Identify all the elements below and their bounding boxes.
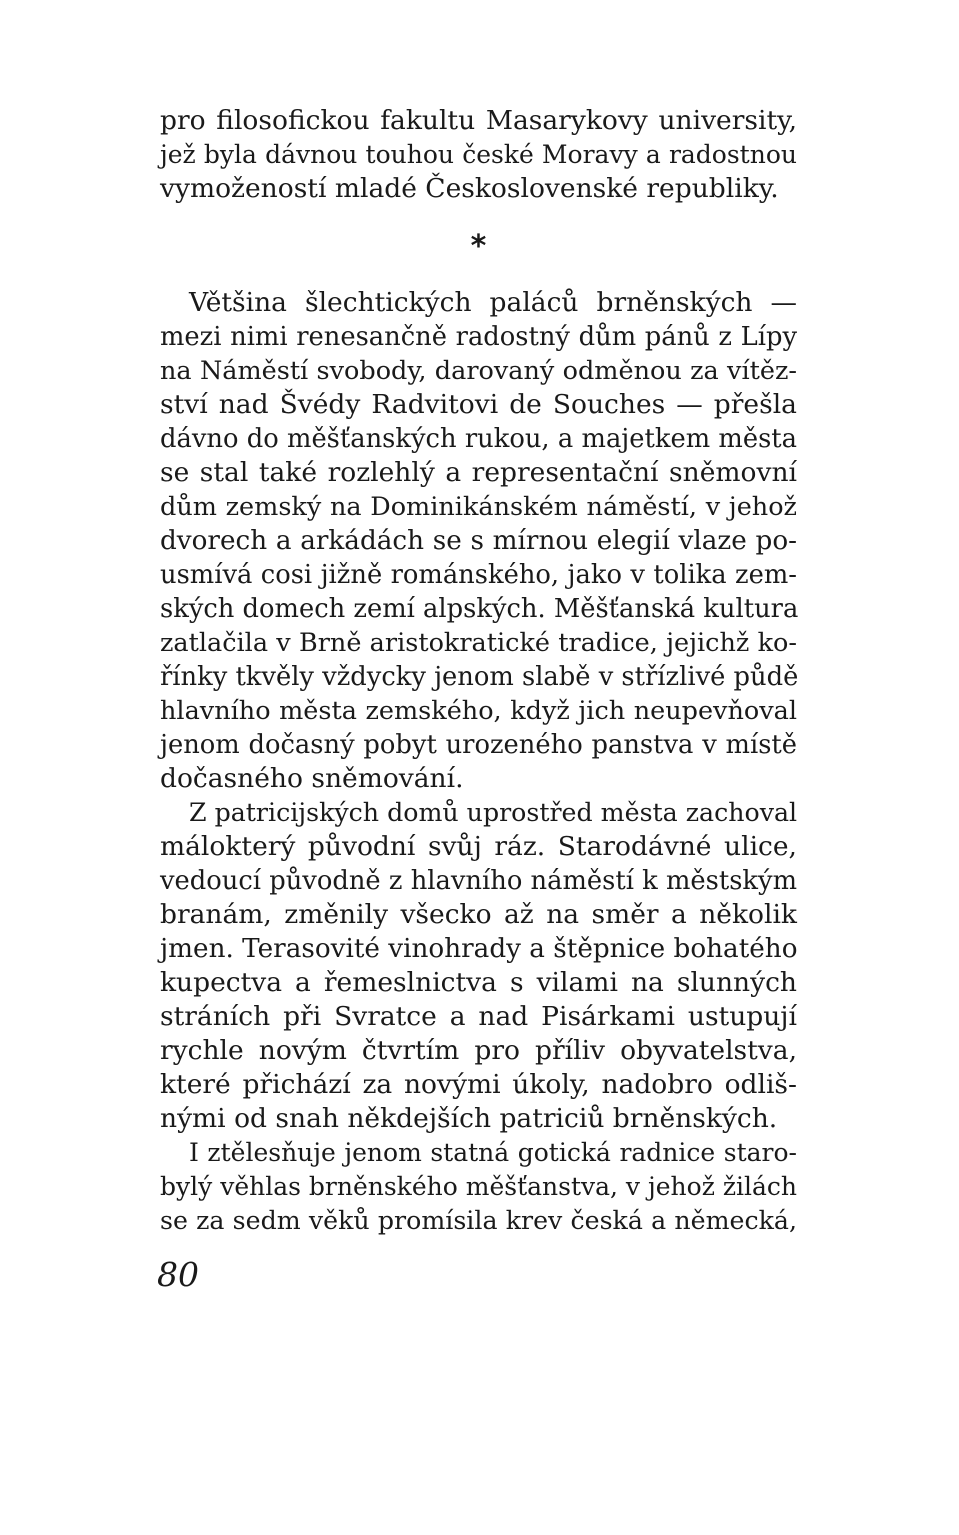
text-line: pro filosofickou fakultu Masarykovy university,: [160, 105, 797, 136]
text-line: zatlačila v Brně aristokratické tradice, jejichž ko-: [160, 628, 797, 658]
text-line: řínky tkvěly vždycky jenom slabě v střízlivé půdě: [160, 662, 799, 692]
text-line: dům zemský na Dominikánském náměstí, v jehož: [160, 492, 797, 522]
text-line: ských domech zemí alpských. Měšťanská kultura: [160, 594, 799, 624]
text-line: málokterý původní svůj ráz. Starodávné ulice,: [160, 831, 797, 862]
text-line: se za sedm věků promísila krev česká a německá,: [160, 1206, 797, 1235]
text-line: usmívá cosi jižně románského, jako v tolika zem-: [160, 560, 797, 590]
text-line: bylý věhlas brněnského měšťanstva, v jehož žilách: [160, 1172, 797, 1201]
text-line: hlavního města zemského, když jich neupevňoval: [160, 696, 797, 726]
text-line: vymožeností mladé Československé republiky.: [160, 173, 779, 204]
text-line: vedoucí původně z hlavního náměstí k městským: [160, 866, 797, 896]
text-line: jenom dočasný pobyt urozeného panstva v místě: [160, 730, 797, 760]
paragraph-3: [160, 1136, 797, 1238]
text-line: jež byla dávnou touhou české Moravy a radostnou: [160, 140, 797, 169]
section-separator: *: [470, 229, 487, 264]
text-line: ství nad Švédy Radvitovi de Souches — přešla: [160, 389, 797, 420]
text-line: rychle novým čtvrtím pro příliv obyvatelstva,: [160, 1035, 797, 1066]
text-line: které přichází za novými úkoly, nadobro odliš-: [160, 1069, 797, 1100]
top-paragraph: [160, 104, 797, 206]
text-line: dávno do měšťanských rukou, a majetkem města: [160, 424, 797, 454]
text-line: nými od snah někdejších patriciů brněnských.: [160, 1103, 778, 1134]
text-line: stráních při Svratce a nad Pisárkami ustupují: [160, 1001, 797, 1032]
paragraph-2: [160, 796, 797, 1136]
page-body: [160, 104, 797, 1238]
text-line: se stal také rozlehlý a representační sněmovní: [160, 457, 797, 488]
text-line: jmen. Terasovité vinohrady a štěpnice bohatého: [160, 934, 798, 964]
text-line: Většina šlechtických paláců brněnských —: [189, 287, 797, 318]
text-line: branám, změnily všecko až na směr a několik: [160, 899, 797, 930]
text-line: dočasného sněmování.: [160, 763, 464, 794]
text-line: na Náměstí svobody, darovaný odměnou za vítěz-: [160, 356, 797, 386]
text-line: kupectva a řemeslnictva s vilami na slunných: [160, 967, 797, 998]
text-line: Z patricijských domů uprostřed města zachoval: [189, 798, 798, 827]
text-line: dvorech a arkádách se s mírnou elegií vlaze po-: [160, 526, 797, 556]
text-line: I ztělesňuje jenom statná gotická radnice staro-: [189, 1138, 797, 1167]
page-number: 80: [157, 1255, 199, 1294]
text-line: mezi nimi renesančně radostný dům pánů z Lípy: [160, 322, 797, 352]
paragraph-1: [160, 286, 797, 796]
